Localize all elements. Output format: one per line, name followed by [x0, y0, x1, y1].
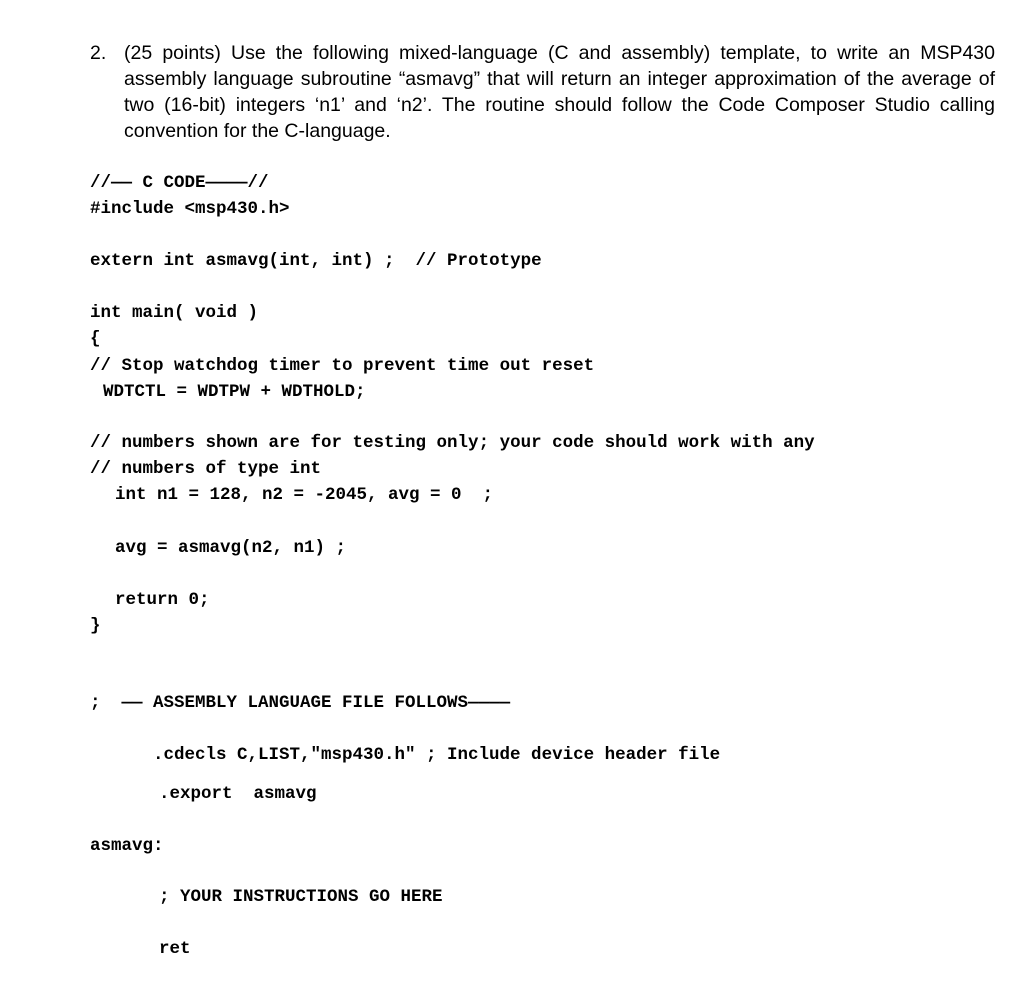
- question: [90, 40, 995, 144]
- main-close-brace: }: [90, 616, 101, 636]
- cdecls-directive: .cdecls C,LIST,"msp430.h" ; Include device header file: [153, 745, 721, 765]
- testing-comment-line-2: // numbers of type int: [90, 459, 322, 479]
- return-statement: return 0;: [115, 590, 210, 610]
- asmavg-call: avg = asmavg(n2, n1) ;: [115, 538, 347, 558]
- main-signature: int main( void ): [90, 303, 259, 323]
- question-number: 2.: [90, 42, 107, 64]
- instructions-placeholder-comment: ; YOUR INSTRUCTIONS GO HERE: [159, 887, 443, 907]
- watchdog-statement: WDTCTL = WDTPW + WDTHOLD;: [103, 382, 366, 402]
- watchdog-comment: // Stop watchdog timer to prevent time out reset: [90, 356, 595, 376]
- asmavg-label: asmavg:: [90, 836, 164, 856]
- prototype-line: extern int asmavg(int, int) ; // Prototype: [90, 251, 542, 271]
- include-directive: #include <msp430.h>: [90, 199, 290, 219]
- main-open-brace: {: [90, 329, 101, 349]
- variable-declaration: int n1 = 128, n2 = -2045, avg = 0 ;: [115, 485, 494, 505]
- ret-instruction: ret: [159, 939, 191, 959]
- c-code-header-comment: //—— C CODE————//: [90, 173, 269, 193]
- testing-comment-line-1: // numbers shown are for testing only; your code should work with any: [90, 433, 815, 453]
- assembly-header-comment: ; —— ASSEMBLY LANGUAGE FILE FOLLOWS————: [90, 693, 511, 713]
- export-directive: .export asmavg: [159, 784, 317, 804]
- question-text: (25 points) Use the following mixed-language (C and assembly) template, to write an MSP430 assembly language subroutine “asmavg” that will return an integer approximation of the average of two (16-bit) integers ‘n1’ and ‘n2’. The routine should follow the Code Composer Studio calling convention for the C-language.: [124, 42, 995, 142]
